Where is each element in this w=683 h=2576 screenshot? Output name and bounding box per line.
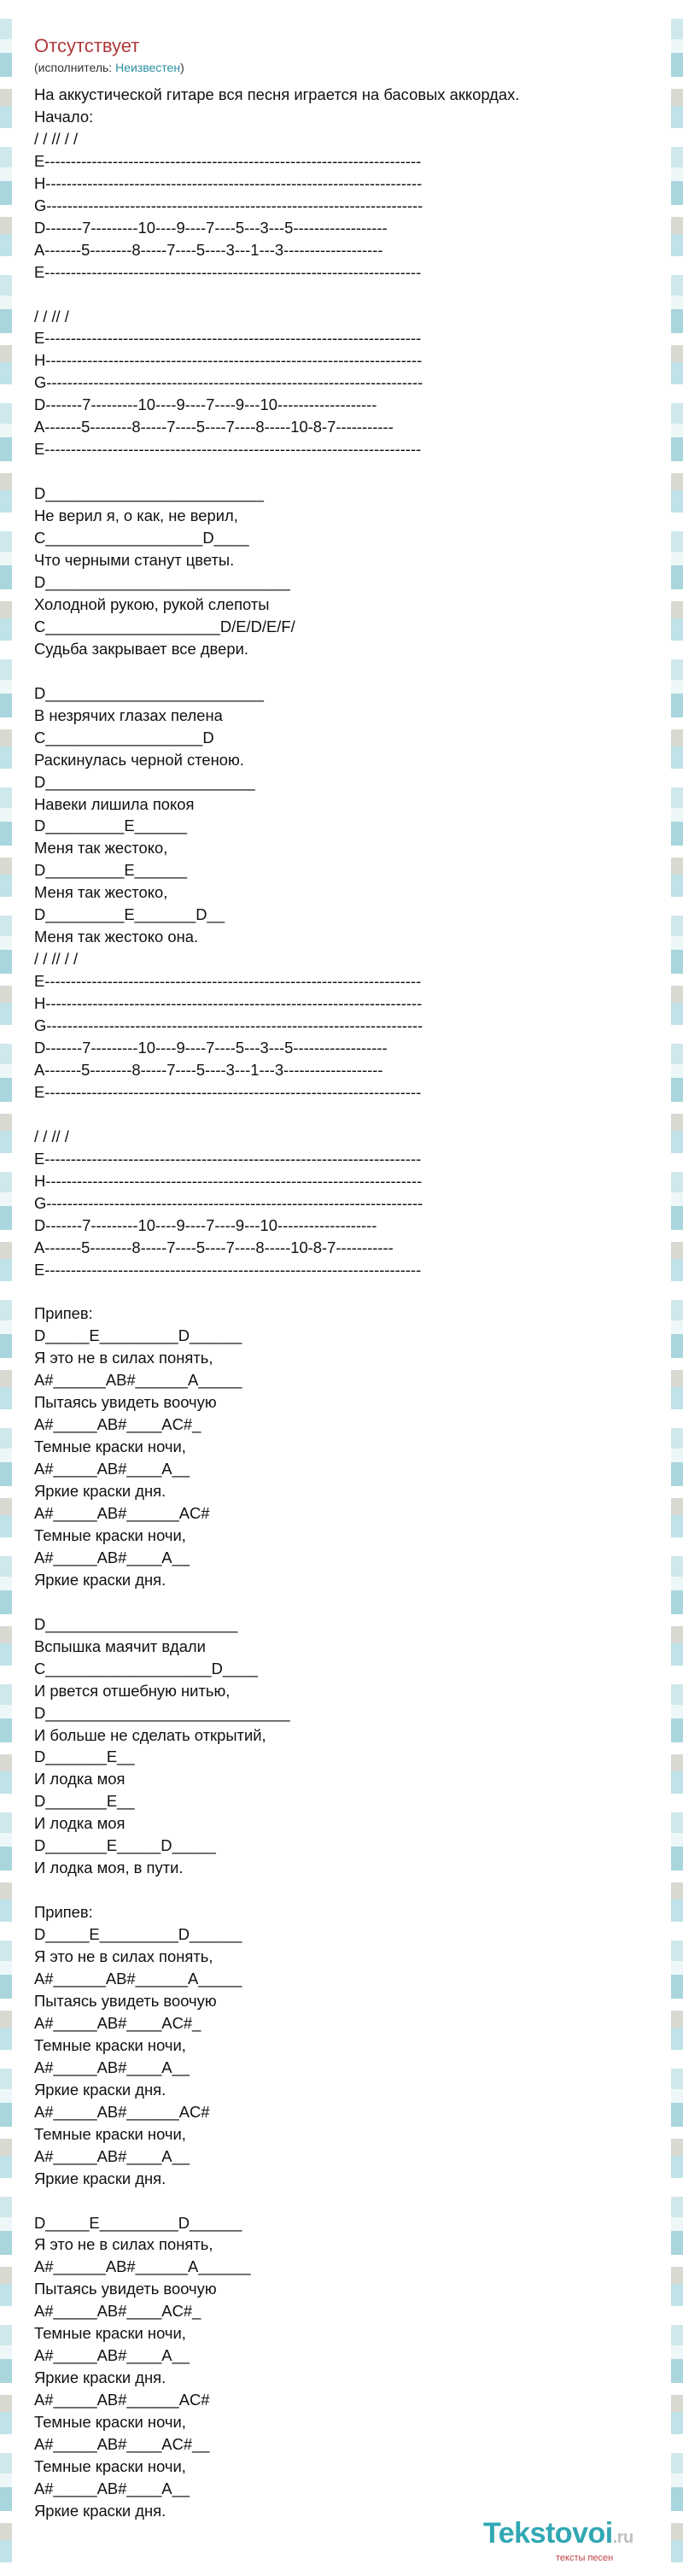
logo-wordmark	[483, 2518, 654, 2553]
artist-suffix: )	[180, 61, 184, 74]
artist-prefix: (исполнитель:	[34, 61, 116, 74]
song-content	[34, 34, 632, 2522]
artist-line	[34, 60, 632, 75]
lyrics-text: На аккустической гитаре вся песня играется на басовых аккордах. Начало: / / // / / E------------------------------------------------------------------------ H------------------------------------------------------------------------ G------------------------------------------------------------------------ D-------7---------10----9----7----5---3---5------------------ A-------5--------8-----7----5----3---1---3------------------- E------------------------------------------------------------------------ / / // / E------------------------------------------------------------------------ H------------------------------------------------------------------------ G------------------------------------------------------------------------ D-------7---------10----9----7----9---10------------------- A-------5--------8-----7----5----7----8-----10-8-7----------- E------------------------------------------------------------------------ D_________________________ Не верил я, о как, не верил, C__________________D____ Что черными станут цветы. D____________________________ Холодной рукою, рукой слепоты C____________________D/E/D/E/F/ Судьба закрывает все двери. D_________________________ В незрячих глазах пелена C__________________D Раскинулась черной стеною. D________________________ Навеки лишила покоя D_________E______ Меня так жестоко, D_________E______ Меня так жестоко, D_________E_______D__ Меня так жестоко она. / / // / / E------------------------------------------------------------------------ H------------------------------------------------------------------------ G------------------------------------------------------------------------ D-------7---------10----9----7----5---3---5------------------ A-------5--------8-----7----5----3---1---3------------------- E------------------------------------------------------------------------ / / // / E------------------------------------------------------------------------ H------------------------------------------------------------------------ G------------------------------------------------------------------------ D-------7---------10----9----7----9---10------------------- A-------5--------8-----7----5----7----8-----10-8-7----------- E------------------------------------------------------------------------ Припев: D_____E_________D______ Я это не в силах понять, A#______AB#______A_____ Пытаясь увидеть воочую A#_____AB#____AC#_ Темные краски ночи, A#_____AB#____A__ Яркие краски дня. A#_____AB#______AC# Темные краски ночи, A#_____AB#____A__ Яркие краски дня. D______________________ Вспышка маячит вдали C___________________D____ И рвется отшебную нитью, D____________________________ И больше не сделать открытий, D_______E__ И лодка моя D_______E__ И лодка моя D_______E_____D_____ И лодка моя, в пути. Припев: D_____E_________D______ Я это не в силах понять, A#______AB#______A_____ Пытаясь увидеть воочую A#_____AB#____AC#_ Темные краски ночи, A#_____AB#____A__ Яркие краски дня. A#_____AB#______AC# Темные краски ночи, A#_____AB#____A__ Яркие краски дня. D_____E_________D______ Я это не в силах понять, A#______AB#______A______ Пытаясь увидеть воочую A#_____AB#____AC#_ Темные краски ночи, A#_____AB#____A__ Яркие краски дня. A#_____AB#______AC# Темные краски ночи, A#_____AB#____AC#__ Темные краски ночи, A#_____AB#____A__ Яркие краски дня.	[34, 85, 520, 2520]
logo-tld: .ru	[612, 2528, 633, 2547]
left-decorative-band	[0, 0, 12, 2576]
site-logo[interactable]	[483, 2518, 654, 2561]
song-title: Отсутствует	[34, 35, 140, 56]
artist-link[interactable]: Неизвестен	[115, 61, 181, 74]
logo-name: Tekstovoi	[483, 2517, 613, 2550]
right-decorative-band	[671, 0, 683, 2576]
logo-tagline: тексты песен	[556, 2553, 614, 2563]
